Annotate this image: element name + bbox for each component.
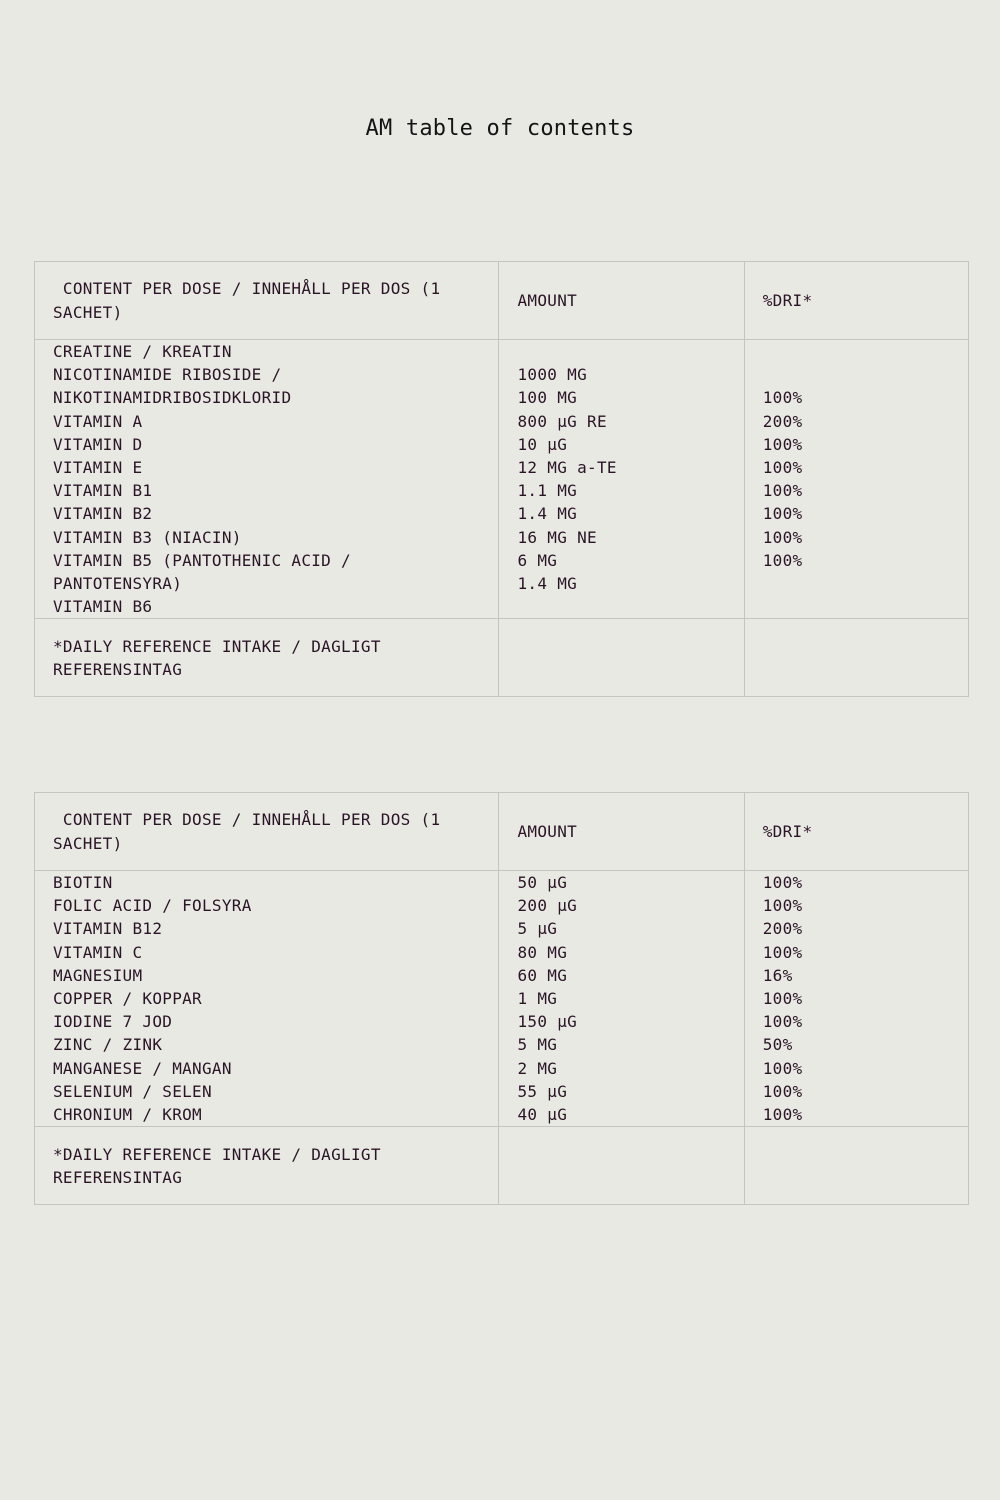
- header-amount: AMOUNT: [499, 262, 744, 340]
- header-amount: AMOUNT: [499, 793, 744, 871]
- content-list: BIOTIN FOLIC ACID / FOLSYRA VITAMIN B12 VITAMIN C MAGNESIUM COPPER / KOPPAR IODINE 7 JOD ZINC / ZINK MANGANESE / MANGAN SELENIUM / SELEN CHRONIUM / KROM: [35, 871, 499, 1127]
- amount-list: 50 µG 200 µG 5 µG 80 MG 60 MG 1 MG 150 µG 5 MG 2 MG 55 µG 40 µG: [499, 871, 744, 1127]
- footnote-empty-cell: [499, 619, 744, 697]
- table-header-row: [35, 793, 969, 871]
- nutrition-table-1: [34, 261, 969, 697]
- table-footnote-row: [35, 619, 969, 697]
- footnote-empty-cell: [499, 1127, 744, 1205]
- nutrition-table-2: [34, 792, 969, 1205]
- header-content: CONTENT PER DOSE / INNEHÅLL PER DOS (1 SACHET): [35, 793, 499, 871]
- page-title: AM table of contents: [365, 116, 635, 141]
- footnote-empty-cell: [744, 1127, 968, 1205]
- amount-list: 1000 MG 100 MG 800 µG RE 10 µG 12 MG a-TE 1.1 MG 1.4 MG 16 MG NE 6 MG 1.4 MG: [499, 340, 744, 619]
- table-header-row: [35, 262, 969, 340]
- table-body-row: [35, 340, 969, 619]
- header-content: CONTENT PER DOSE / INNEHÅLL PER DOS (1 SACHET): [35, 262, 499, 340]
- header-dri: %DRI*: [744, 793, 968, 871]
- header-dri: %DRI*: [744, 262, 968, 340]
- dri-list: 100% 100% 200% 100% 16% 100% 100% 50% 100% 100% 100%: [744, 871, 968, 1127]
- content-list: CREATINE / KREATIN NICOTINAMIDE RIBOSIDE / NIKOTINAMIDRIBOSIDKLORID VITAMIN A VITAMIN D VITAMIN E VITAMIN B1 VITAMIN B2 VITAMIN B3 (NIACIN) VITAMIN B5 (PANTOTHENIC ACID / PANTOTENSYRA) VITAMIN B6: [35, 340, 499, 619]
- table-body-row: [35, 871, 969, 1127]
- dri-list: 100% 200% 100% 100% 100% 100% 100% 100%: [744, 340, 968, 619]
- table-footnote-row: [35, 1127, 969, 1205]
- footnote-empty-cell: [744, 619, 968, 697]
- footnote: *DAILY REFERENCE INTAKE / DAGLIGT REFERENSINTAG: [35, 619, 499, 697]
- footnote: *DAILY REFERENCE INTAKE / DAGLIGT REFERENSINTAG: [35, 1127, 499, 1205]
